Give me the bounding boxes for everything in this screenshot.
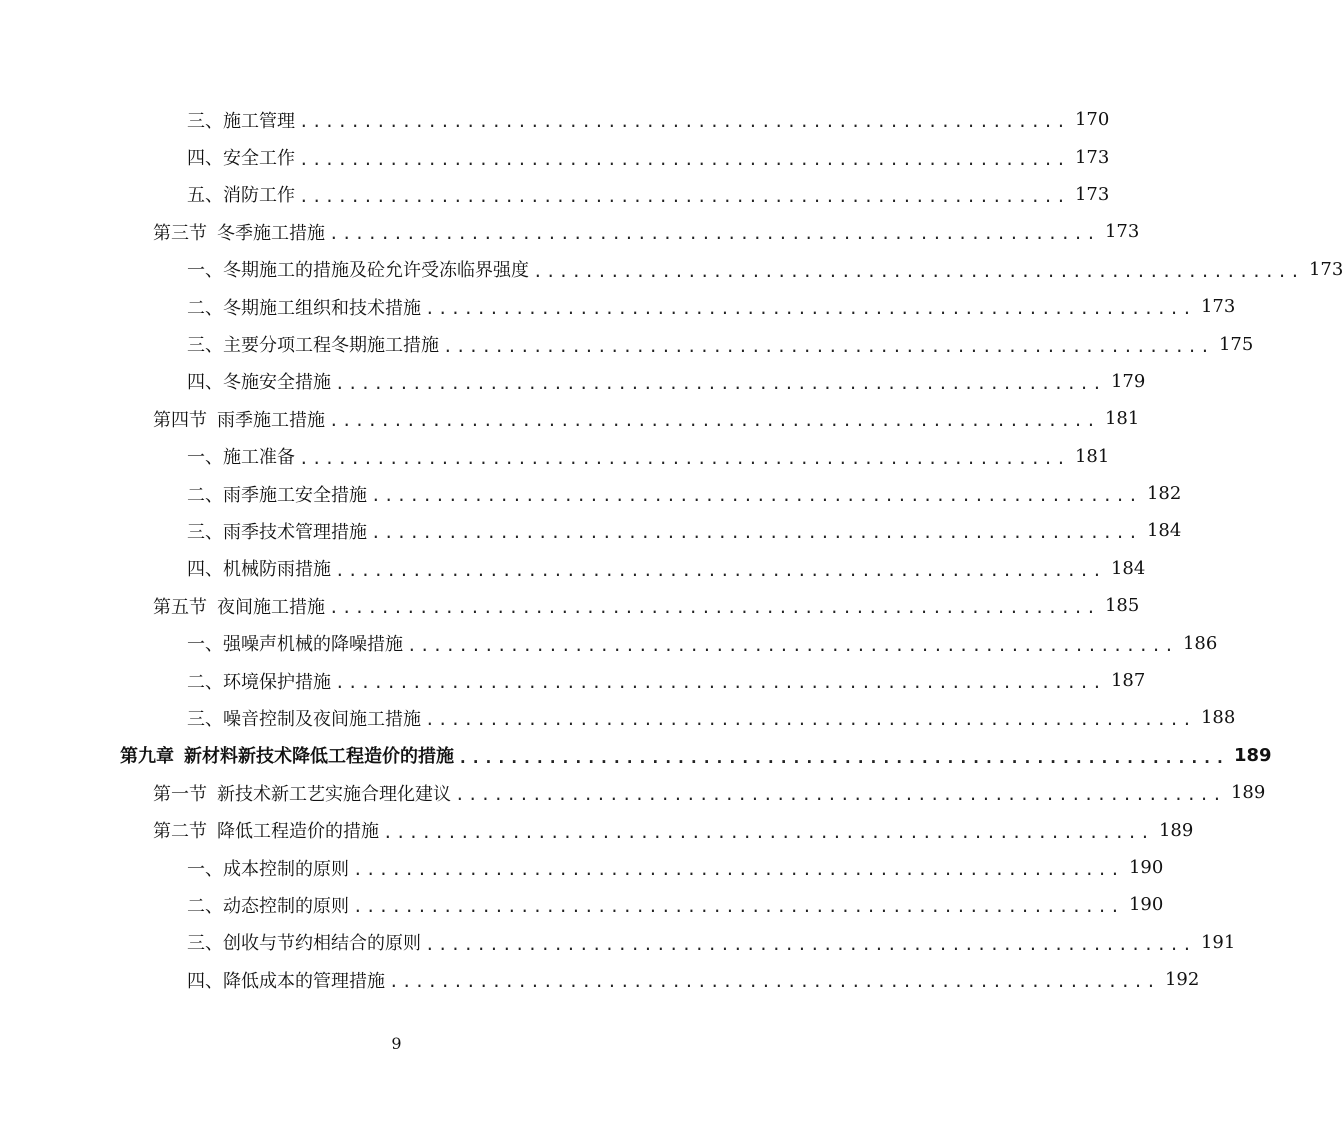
- toc-entry[interactable]: [0, 101, 1110, 138]
- toc-entry-number: 四、: [187, 372, 223, 394]
- toc-entry-text: 施工准备: [223, 447, 295, 469]
- dot-leader: ............................................................: [335, 373, 1105, 393]
- toc-entry-number: 第四节: [153, 409, 207, 431]
- toc-entry-page: 184: [1146, 520, 1182, 542]
- dot-leader: ............................................................: [299, 448, 1069, 468]
- toc-entry-title: [187, 630, 407, 656]
- toc-entry-page: 173: [1074, 183, 1110, 205]
- toc-entry-number: 二、: [187, 484, 223, 506]
- toc-entry-text: 环境保护措施: [223, 671, 331, 693]
- toc-entry-title: [187, 855, 353, 881]
- toc-entry-page: 185: [1104, 595, 1140, 617]
- toc-entry[interactable]: [0, 176, 1110, 213]
- toc-entry-title: [187, 481, 371, 507]
- toc-entry-page: 189: [1233, 744, 1272, 766]
- toc-entry[interactable]: [0, 400, 1140, 437]
- toc-entry[interactable]: [0, 138, 1110, 175]
- toc-entry-number: 第二节: [153, 821, 207, 843]
- toc-entry-number: 四、: [187, 559, 223, 581]
- dot-leader: ............................................................: [407, 635, 1177, 655]
- toc-entry-text: 冬期施工组织和技术措施: [223, 297, 421, 319]
- toc-entry[interactable]: [0, 251, 1343, 288]
- toc-entry-number: 第一节: [153, 783, 207, 805]
- toc-entry-number: 第三节: [153, 222, 207, 244]
- toc-entry-title: [187, 107, 299, 133]
- toc-entry-text: 新技术新工艺实施合理化建议: [217, 783, 451, 805]
- toc-entry[interactable]: [0, 924, 1236, 961]
- toc-entry-title: [187, 368, 335, 394]
- toc-entry-number: 三、: [187, 708, 223, 730]
- dot-leader: ............................................................: [299, 149, 1069, 169]
- toc-entry-number: 一、: [187, 634, 223, 656]
- dot-leader: ............................................................: [335, 673, 1105, 693]
- toc-entry-text: 冬季施工措施: [217, 222, 325, 244]
- toc-entry[interactable]: [0, 849, 1164, 886]
- toc-entry-page: 173: [1074, 146, 1110, 168]
- dot-leader: ............................................................: [425, 299, 1195, 319]
- toc-entry-page: 173: [1308, 258, 1343, 280]
- toc-entry[interactable]: [0, 774, 1266, 811]
- dot-leader: ............................................................: [383, 822, 1153, 842]
- toc-entry[interactable]: [0, 363, 1146, 400]
- toc-entry-title: [187, 668, 335, 694]
- toc-entry-page: 173: [1104, 221, 1140, 243]
- toc-entry-title: [187, 705, 425, 731]
- toc-entry-title: [187, 518, 371, 544]
- toc-entry-text: 创收与节约相结合的原则: [223, 933, 421, 955]
- toc-entry-page: 179: [1110, 370, 1146, 392]
- dot-leader: ............................................................: [425, 710, 1195, 730]
- toc-entry[interactable]: [0, 699, 1236, 736]
- toc-entry-text: 新材料新技术降低工程造价的措施: [184, 746, 454, 768]
- toc-entry-page: 192: [1164, 969, 1200, 991]
- toc-entry-title: [187, 181, 299, 207]
- toc-entry-page: 186: [1182, 632, 1218, 654]
- toc-entry-page: 175: [1218, 333, 1254, 355]
- toc-entry-text: 噪音控制及夜间施工措施: [223, 708, 421, 730]
- toc-entry-text: 雨季技术管理措施: [223, 521, 367, 543]
- dot-leader: ............................................................: [371, 486, 1141, 506]
- toc-entry-number: 二、: [187, 297, 223, 319]
- dot-leader: ............................................................: [353, 860, 1123, 879]
- toc-entry-page: 187: [1110, 670, 1146, 692]
- toc-entry-page: 190: [1128, 857, 1164, 878]
- toc-entry-number: 三、: [187, 521, 223, 543]
- page-number: 9: [391, 1034, 402, 1053]
- dot-leader: ............................................................: [533, 261, 1303, 281]
- toc-entry-page: 173: [1200, 296, 1236, 318]
- toc-entry-title: [120, 742, 458, 768]
- toc-entry-text: 主要分项工程冬期施工措施: [223, 335, 439, 357]
- toc-entry-number: 二、: [187, 895, 223, 917]
- toc-entry[interactable]: [0, 288, 1236, 325]
- toc-entry[interactable]: [0, 587, 1140, 624]
- toc-entry-page: 189: [1158, 819, 1194, 841]
- dot-leader: ............................................................: [299, 186, 1069, 206]
- toc-entry-number: 一、: [187, 447, 223, 469]
- toc-entry-number: 三、: [187, 335, 223, 357]
- toc-entry-text: 降低成本的管理措施: [223, 970, 385, 992]
- toc-entry-title: [153, 593, 329, 619]
- toc-entry-number: 四、: [187, 970, 223, 992]
- toc-entry[interactable]: [0, 213, 1140, 250]
- toc-entry-text: 施工管理: [223, 110, 295, 132]
- toc-entry-page: 181: [1074, 445, 1110, 467]
- toc-entry-page: 184: [1110, 557, 1146, 579]
- toc-entry-text: 动态控制的原则: [223, 895, 349, 917]
- toc-entry-text: 冬施安全措施: [223, 372, 331, 394]
- toc-entry-text: 夜间施工措施: [217, 596, 325, 618]
- toc-entry-page: 191: [1200, 931, 1236, 953]
- toc-entry-page: 190: [1128, 894, 1164, 916]
- toc-entry-text: 消防工作: [223, 185, 295, 207]
- toc-entry-text: 雨季施工安全措施: [223, 484, 367, 506]
- toc-entry-page: 189: [1230, 782, 1266, 804]
- toc-entry-title: [187, 294, 425, 320]
- toc-entry-number: 第五节: [153, 596, 207, 618]
- toc-entry-title: [187, 929, 425, 955]
- toc-entry-number: 一、: [187, 260, 223, 282]
- toc-entry-title: [153, 406, 329, 432]
- toc-entry[interactable]: [0, 662, 1146, 699]
- dot-leader: ............................................................: [455, 785, 1225, 805]
- dot-leader: ............................................................: [458, 747, 1228, 767]
- dot-leader: ............................................................: [443, 336, 1213, 356]
- toc-entry-title: [187, 967, 389, 993]
- toc-entry-number: 第九章: [120, 746, 174, 768]
- toc-entry-title: [187, 892, 353, 918]
- toc-entry-number: 五、: [187, 185, 223, 207]
- toc-entry-text: 强噪声机械的降噪措施: [223, 634, 403, 656]
- dot-leader: ............................................................: [371, 523, 1141, 543]
- toc-entry-title: [187, 443, 299, 469]
- toc-entry-text: 安全工作: [223, 148, 295, 170]
- toc-entry-title: [153, 780, 455, 806]
- dot-leader: ............................................................: [329, 598, 1099, 618]
- toc-entry-title: [187, 144, 299, 170]
- toc-entry-title: [153, 817, 383, 843]
- toc-entry[interactable]: [0, 550, 1146, 587]
- toc-chapter-entry[interactable]: [0, 737, 1272, 774]
- toc-entry[interactable]: [0, 475, 1182, 512]
- toc-entry-page: 181: [1104, 408, 1140, 430]
- toc-entry-title: [187, 555, 335, 581]
- dot-leader: ............................................................: [353, 897, 1123, 917]
- toc-entry-page: 182: [1146, 483, 1182, 505]
- toc-entry-number: 一、: [187, 858, 223, 880]
- table-of-contents: [0, 101, 1343, 998]
- toc-entry[interactable]: [0, 886, 1164, 923]
- toc-entry[interactable]: [0, 624, 1218, 661]
- dot-leader: ............................................................: [329, 411, 1099, 431]
- toc-entry-number: 三、: [187, 110, 223, 132]
- dot-leader: ............................................................: [299, 112, 1069, 132]
- toc-entry-title: [153, 219, 329, 245]
- dot-leader: ............................................................: [329, 224, 1099, 244]
- toc-entry[interactable]: [0, 325, 1254, 362]
- toc-entry-page: 170: [1074, 109, 1110, 131]
- toc-entry[interactable]: [0, 438, 1110, 475]
- dot-leader: ............................................................: [425, 934, 1195, 954]
- dot-leader: ............................................................: [335, 560, 1105, 580]
- toc-entry[interactable]: [0, 512, 1182, 549]
- toc-entry-text: 成本控制的原则: [223, 858, 349, 880]
- toc-entry-title: [187, 256, 533, 282]
- toc-entry-number: 四、: [187, 148, 223, 170]
- toc-entry-number: 二、: [187, 671, 223, 693]
- toc-entry[interactable]: [0, 811, 1194, 848]
- toc-entry-text: 机械防雨措施: [223, 559, 331, 581]
- dot-leader: ............................................................: [389, 972, 1159, 992]
- toc-entry[interactable]: [0, 961, 1200, 998]
- toc-entry-title: [187, 331, 443, 357]
- toc-entry-number: 三、: [187, 933, 223, 955]
- toc-entry-text: 冬期施工的措施及砼允许受冻临界强度: [223, 260, 529, 282]
- toc-entry-page: 188: [1200, 707, 1236, 729]
- toc-entry-text: 雨季施工措施: [217, 409, 325, 431]
- toc-entry-text: 降低工程造价的措施: [217, 821, 379, 843]
